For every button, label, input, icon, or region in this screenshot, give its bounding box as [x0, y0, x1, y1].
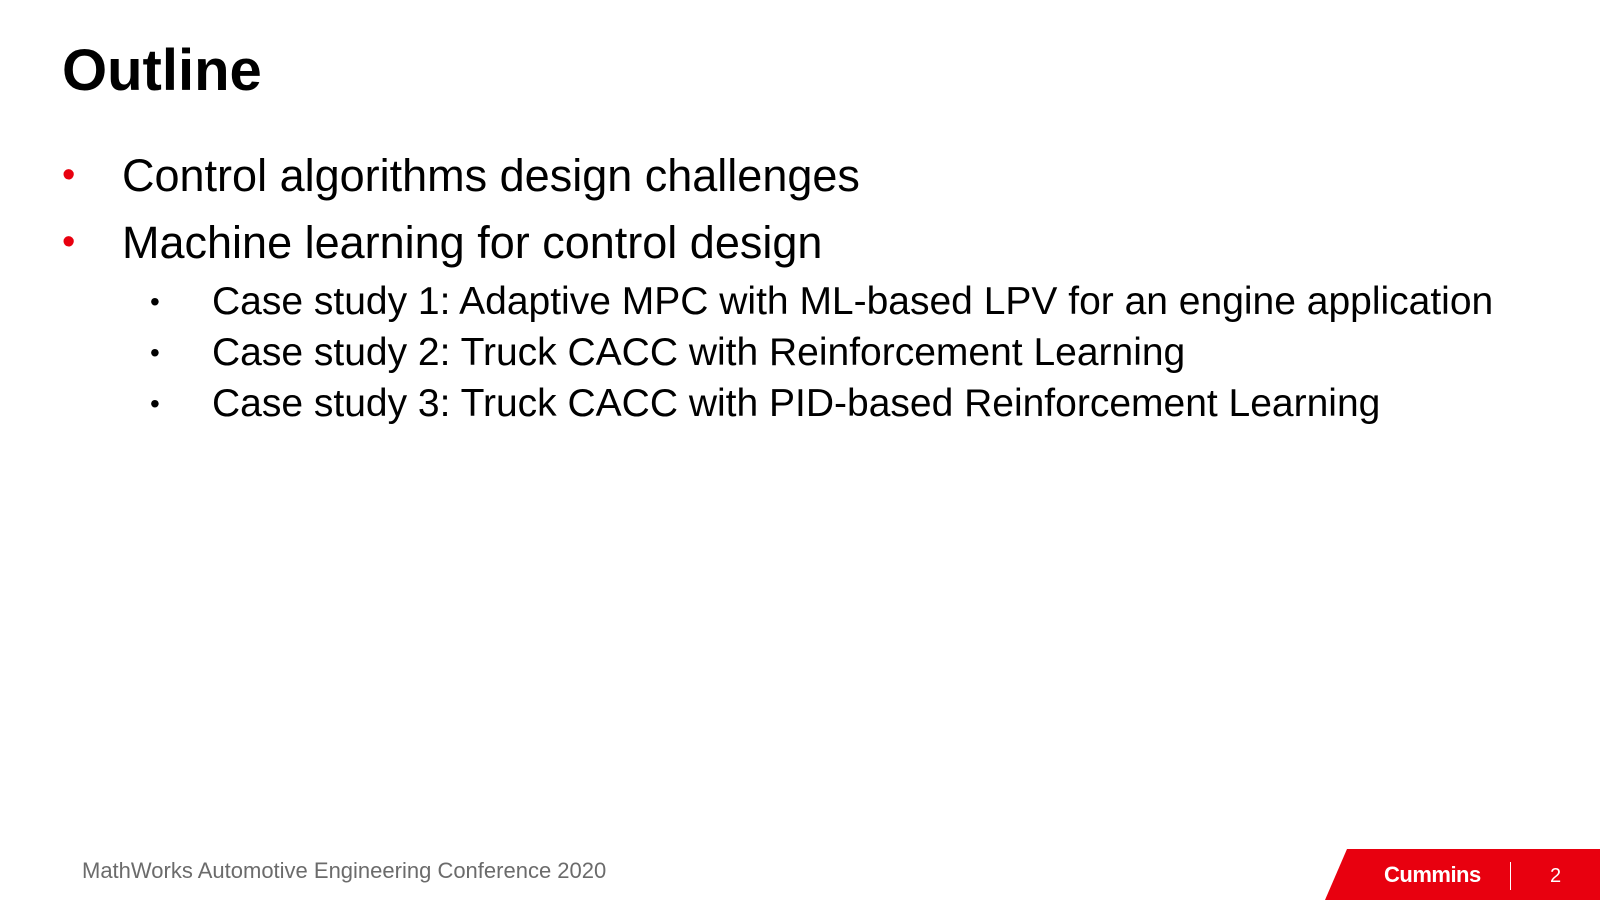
cummins-logo: Cummins	[1384, 862, 1481, 887]
footer-conference-text: MathWorks Automotive Engineering Conference 2020	[82, 858, 607, 883]
sub-bullet-text: Case study 1: Adaptive MPC with ML-based LPV for an engine application	[212, 280, 1494, 323]
bullet-item-1	[62, 142, 1582, 209]
sub-bullet-icon: •	[150, 337, 160, 368]
slide-title: Outline	[62, 38, 262, 103]
sub-bullet-icon: •	[150, 388, 160, 419]
bullet-icon: •	[62, 154, 76, 196]
bullet-list	[62, 142, 1582, 429]
page-number: 2	[1550, 865, 1562, 887]
sub-bullet-text: Case study 2: Truck CACC with Reinforcement Learning	[212, 331, 1186, 374]
bullet-icon: •	[62, 221, 76, 263]
footer-divider	[1510, 862, 1511, 890]
bullet-text: Machine learning for control design	[122, 217, 823, 268]
bullet-text: Control algorithms design challenges	[122, 150, 860, 201]
sub-bullet-text: Case study 3: Truck CACC with PID-based Reinforcement Learning	[212, 382, 1381, 425]
sub-bullet-icon: •	[150, 286, 160, 317]
sub-bullet-item-1	[62, 276, 1582, 327]
sub-bullet-item-2	[62, 327, 1582, 378]
bullet-item-2	[62, 209, 1582, 276]
sub-bullet-item-3	[62, 378, 1582, 429]
